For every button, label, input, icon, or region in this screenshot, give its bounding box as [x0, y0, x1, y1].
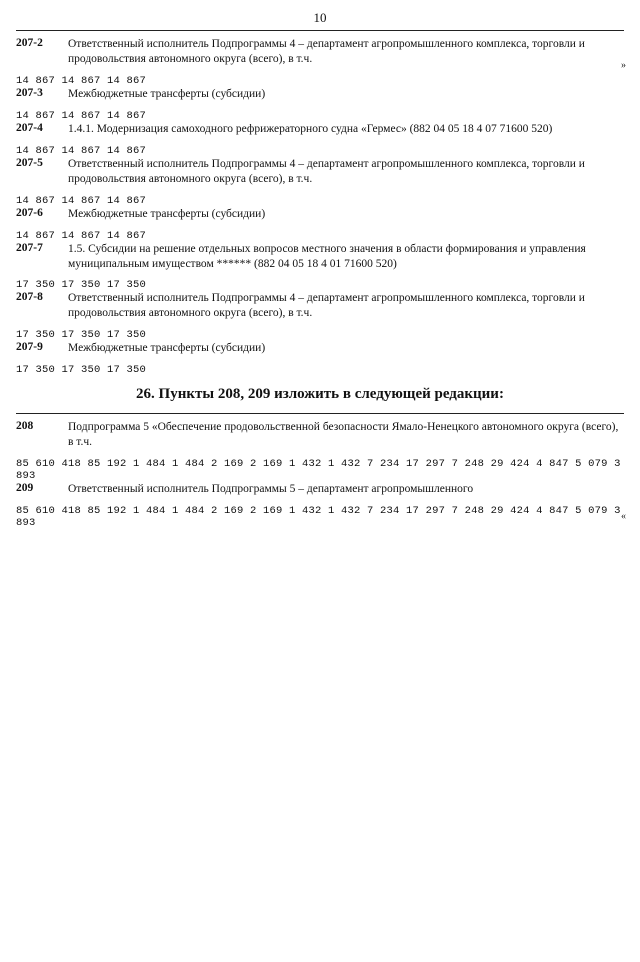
row-description: Межбюджетные трансферты (субсидии) — [68, 342, 266, 355]
amendment-heading: 26. Пункты 208, 209 изложить в следующей редакции: — [136, 386, 504, 403]
rows-list-new — [16, 413, 624, 529]
row-description: Межбюджетные трансферты (субсидии) — [68, 87, 266, 100]
table-row — [16, 482, 624, 497]
table-row — [16, 87, 624, 102]
table-row — [16, 122, 624, 137]
row-description: 1.5. Субсидии на решение отдельных вопросов местного значения в области формирования и управления муниципальным имуществом ****** (882 04 05 18 4 01 71600 520) — [68, 242, 586, 270]
row-values: 85 610 418 85 192 1 484 1 484 2 169 2 169 1 432 1 432 7 234 17 297 7 248 29 424 4 847 5 079 3 893 — [16, 505, 621, 530]
opening-quote-mark: « — [621, 511, 626, 522]
row-values: 14 867 14 867 14 867 — [16, 109, 147, 122]
quote-marks — [621, 60, 626, 962]
row-code: 207-4 — [16, 121, 43, 134]
rows-list — [16, 30, 624, 376]
row-code: 207-3 — [16, 86, 43, 99]
row-values: 17 350 17 350 17 350 — [16, 279, 147, 292]
row-values: 17 350 17 350 17 350 — [16, 364, 147, 377]
row-values: 17 350 17 350 17 350 — [16, 329, 147, 342]
row-description: Ответственный исполнитель Подпрограммы 4 – департамент агропромышленного комплекса, торговли и продовольствия автономного округа (всего), в т.ч. — [68, 157, 585, 185]
row-code: 207-8 — [16, 291, 43, 304]
row-code: 207-5 — [16, 156, 43, 169]
closing-quote-mark: » — [621, 60, 626, 71]
table-row — [16, 242, 624, 272]
table-row — [16, 37, 624, 67]
row-description: Подпрограмма 5 «Обеспечение продовольственной безопасности Ямало-Ненецкого автономного округа (всего), в т.ч. — [68, 421, 619, 449]
table-row — [16, 157, 624, 187]
row-description: Межбюджетные трансферты (субсидии) — [68, 207, 266, 220]
row-values: 14 867 14 867 14 867 — [16, 74, 147, 87]
table-row — [16, 291, 624, 321]
row-code: 207-6 — [16, 206, 43, 219]
row-description: 1.4.1. Модернизация самоходного рефрижераторного судна «Гермес» (882 04 05 18 4 07 71600 520) — [68, 122, 553, 135]
row-code: 207-7 — [16, 241, 43, 254]
row-description: Ответственный исполнитель Подпрограммы 4 – департамент агропромышленного комплекса, торговли и продовольствия автономного округа (всего), в т.ч. — [68, 38, 585, 65]
row-values: 14 867 14 867 14 867 — [16, 229, 147, 242]
table-row — [16, 420, 624, 450]
row-description: Ответственный исполнитель Подпрограммы 5 – департамент агропромышленного — [68, 483, 474, 496]
row-code: 207-9 — [16, 341, 43, 354]
row-values: 14 867 14 867 14 867 — [16, 194, 147, 207]
page-number: 10 — [313, 10, 327, 25]
row-code: 207-2 — [16, 37, 43, 49]
row-values: 14 867 14 867 14 867 — [16, 144, 147, 157]
table-row — [16, 207, 624, 222]
row-description: Ответственный исполнитель Подпрограммы 4 – департамент агропромышленного комплекса, торговли и продовольствия автономного округа (всего), в т.ч. — [68, 292, 585, 320]
row-values: 85 610 418 85 192 1 484 1 484 2 169 2 169 1 432 1 432 7 234 17 297 7 248 29 424 4 847 5 079 3 893 — [16, 458, 621, 483]
row-code: 209 — [16, 482, 34, 495]
row-code: 208 — [16, 420, 34, 433]
table-row — [16, 341, 624, 356]
